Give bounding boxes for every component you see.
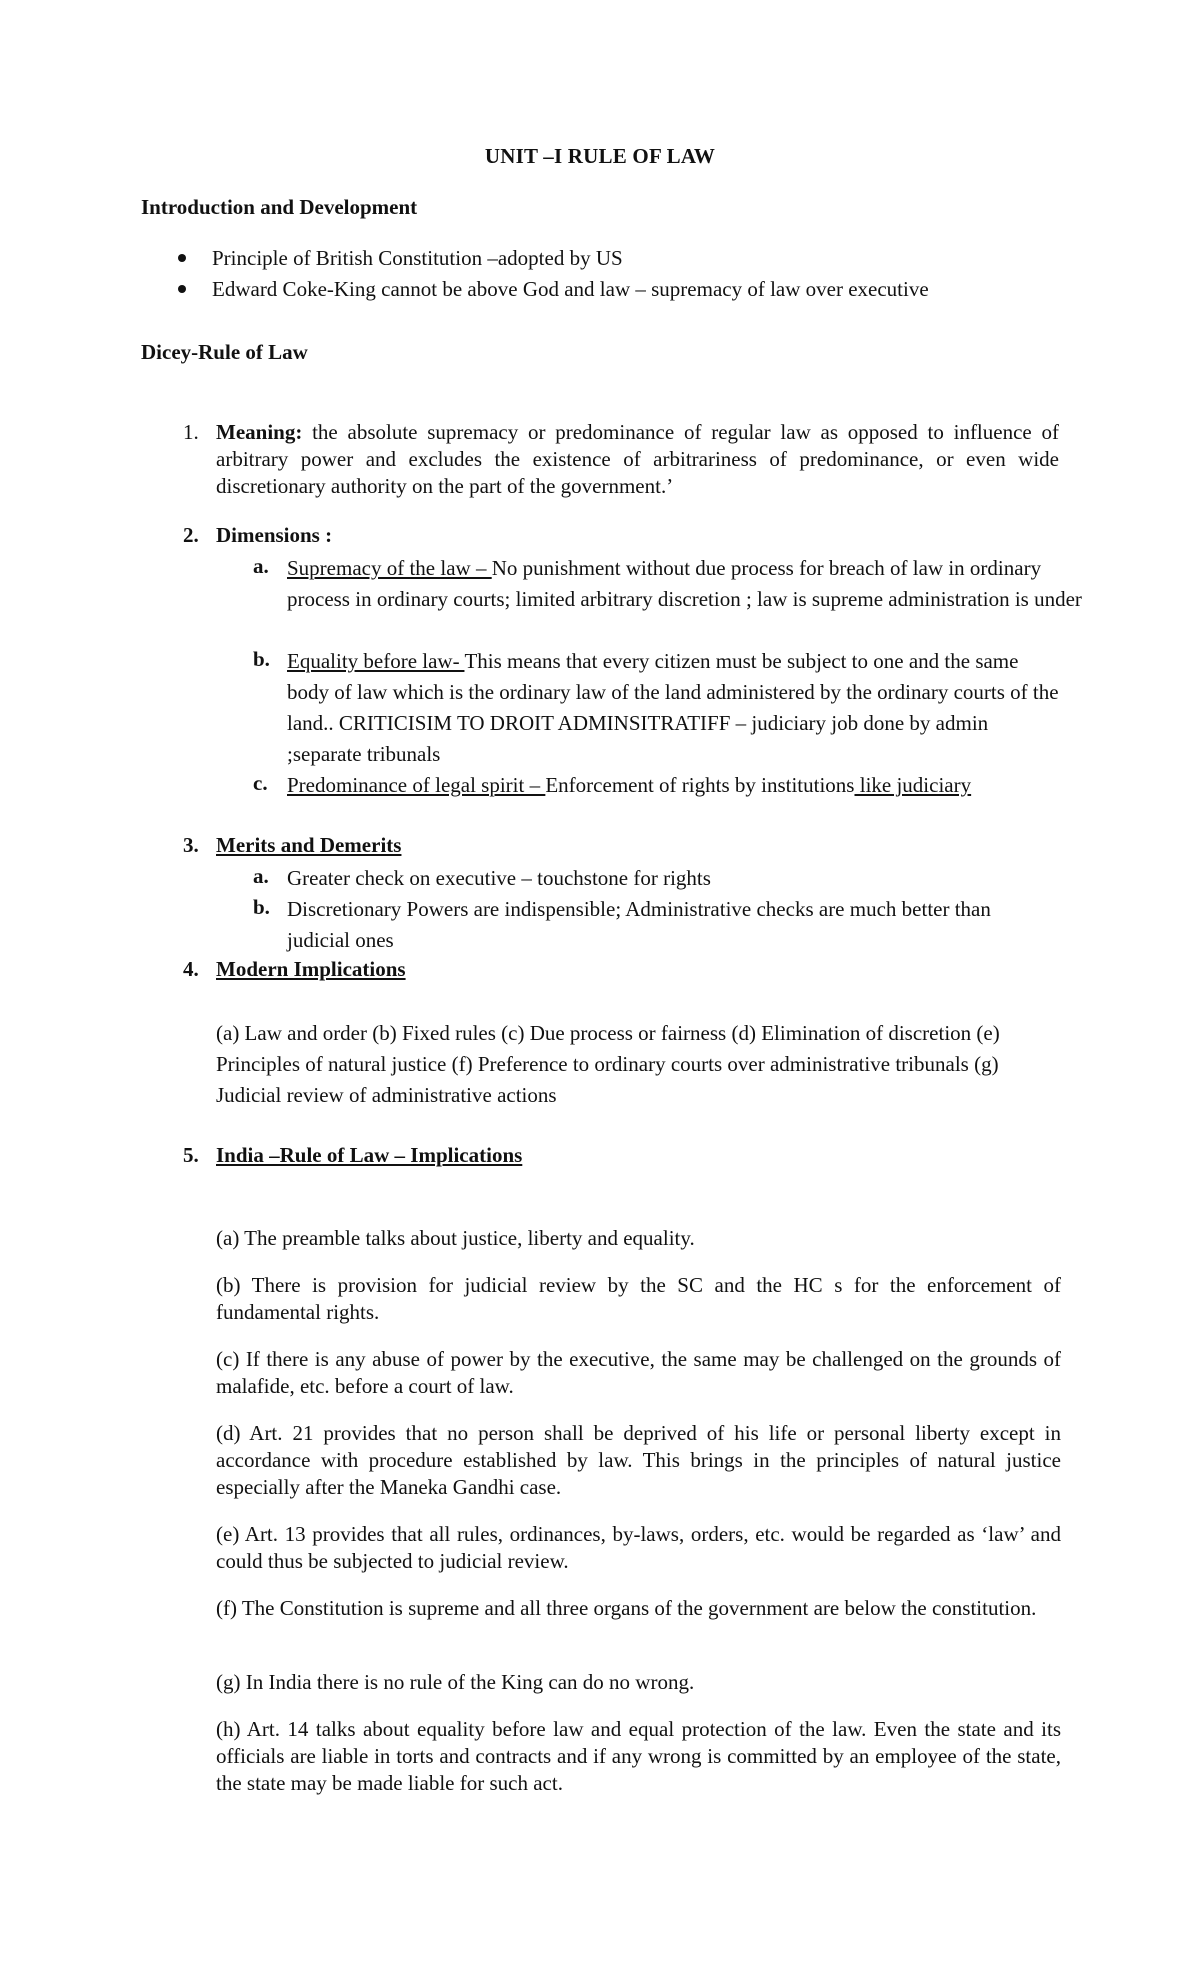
- intro-bullet: [212, 245, 623, 271]
- dimension-a-label: a.: [253, 554, 269, 578]
- implication-item: (a) The preamble talks about justice, liberty and equality.: [216, 1226, 695, 1250]
- dimension-c-label: c.: [253, 771, 268, 795]
- section-4-number: 4.: [183, 957, 199, 981]
- bullet-text: Edward Coke-King cannot be above God and law – supremacy of law over executive: [212, 277, 929, 301]
- dimension-b-label: b.: [253, 647, 270, 671]
- section-5-heading: India –Rule of Law – Implications: [216, 1143, 523, 1167]
- merit-a-label: a.: [253, 864, 269, 888]
- dimension-b-text: This means that every citizen must be subject to one and the same body of law which is the ordinary law of the land administered by the ordinary courts of the land.. CRITICISIM TO DROIT ADMINSITRATIFF – judiciary job done by admin ;separate tribunals: [287, 649, 1059, 766]
- dimension-c-text-1: Enforcement of rights by institutions: [545, 773, 855, 797]
- implication-item: (c) If there is any abuse of power by the executive, the same may be challenged on the grounds of malafide, etc. before a court of law.: [216, 1347, 1061, 1398]
- section-2-number: 2.: [183, 523, 199, 547]
- meaning-label: Meaning:: [216, 420, 303, 444]
- dimension-a: [287, 553, 1087, 615]
- implication-item: (g) In India there is no rule of the King can do no wrong.: [216, 1670, 695, 1694]
- dimension-b: [287, 646, 1065, 770]
- section-4-heading: Modern Implications: [216, 957, 406, 981]
- section-4-text: (a) Law and order (b) Fixed rules (c) Due process or fairness (d) Elimination of discretion (e) Principles of natural justice (f) Preference to ordinary courts over administrative tribunals (g) Judicial review of administrative actions: [216, 1021, 1000, 1107]
- intro-heading: Introduction and Development: [141, 195, 418, 219]
- section-5-number: 5.: [183, 1143, 199, 1167]
- implication-item: (d) Art. 21 provides that no person shall be deprived of his life or personal liberty except in accordance with procedure established by law. This brings in the principles of natural justice especially after the Maneka Gandhi case.: [216, 1421, 1061, 1499]
- dimension-c: [287, 770, 1087, 801]
- intro-bullet: [212, 276, 929, 302]
- dimension-b-term: Equality before law-: [287, 649, 465, 673]
- bullet-icon: [178, 254, 186, 262]
- dimension-a-term: Supremacy of the law –: [287, 556, 492, 580]
- dimension-c-term: Predominance of legal spirit –: [287, 773, 546, 797]
- meaning-text: the absolute supremacy or predominance of regular law as opposed to influence of arbitrary power and excludes the existence of arbitrariness of predominance, or even wide discretionary authority on the part of the government.’: [216, 420, 1059, 498]
- implication-item: (h) Art. 14 talks about equality before law and equal protection of the law. Even the state and its officials are liable in torts and contracts and if any wrong is committed by an employee of the state, the state may be made liable for such act.: [216, 1717, 1061, 1795]
- document-title: UNIT –I RULE OF LAW: [484, 144, 716, 168]
- section-1-number: 1.: [183, 420, 199, 444]
- merit-b-label: b.: [253, 895, 270, 919]
- implication-item: (b) There is provision for judicial review by the SC and the HC s for the enforcement of fundamental rights.: [216, 1273, 1061, 1324]
- section-3-number: 3.: [183, 833, 199, 857]
- dimension-a-text: No punishment without due process for breach of law in ordinary process in ordinary courts; limited arbitrary discretion ; law is supreme administration is under: [287, 556, 1082, 611]
- merit-b-text: Discretionary Powers are indispensible; Administrative checks are much better than judicial ones: [287, 897, 991, 952]
- merit-a-text: Greater check on executive – touchstone for rights: [287, 866, 711, 890]
- section-3-heading: Merits and Demerits: [216, 833, 402, 857]
- implication-item: (e) Art. 13 provides that all rules, ordinances, by-laws, orders, etc. would be regarded as ‘law’ and could thus be subjected to judicial review.: [216, 1522, 1061, 1573]
- bullet-text: Principle of British Constitution –adopted by US: [212, 246, 623, 270]
- dimension-c-text-2: like judiciary: [854, 773, 972, 797]
- section-1-meaning: [216, 419, 1059, 500]
- bullet-icon: [178, 285, 186, 293]
- dicey-heading: Dicey-Rule of Law: [141, 340, 308, 364]
- section-2-heading: Dimensions :: [216, 523, 333, 547]
- implication-item: (f) The Constitution is supreme and all three organs of the government are below the constitution.: [216, 1596, 1037, 1620]
